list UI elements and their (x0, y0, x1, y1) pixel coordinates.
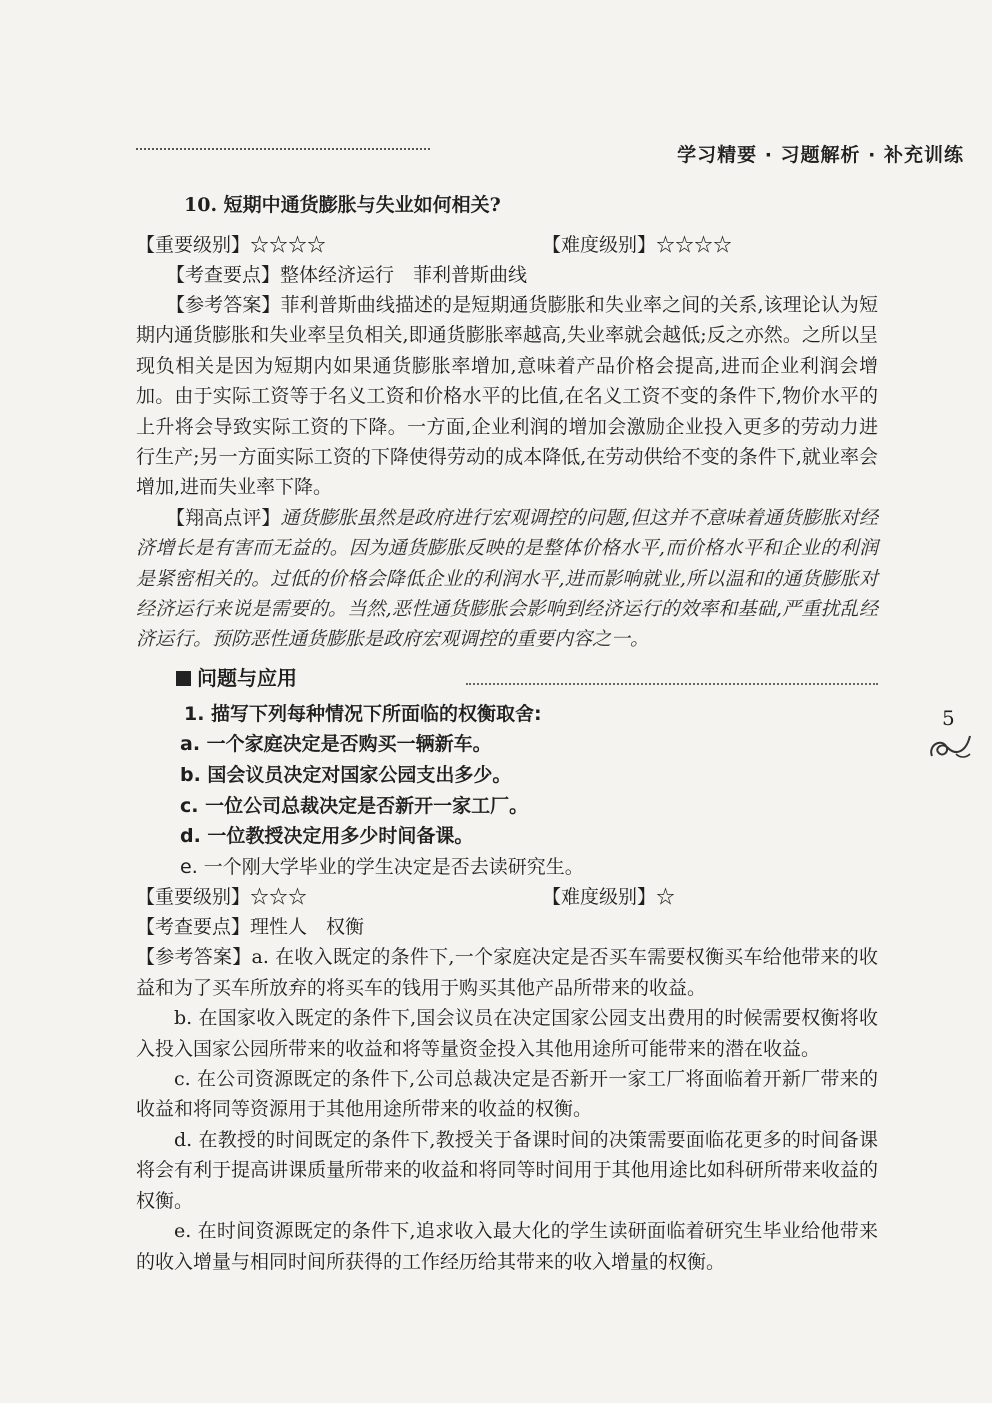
question-1-answer-b: b. 在国家收入既定的条件下,国会议员在决定国家公园支出费用的时候需要权衡将收入投入国家公园所带来的收益和将等量资金投入其他用途所可能带来的潜在收益。 (136, 1007, 878, 1060)
points-value: 理性人 权衡 (250, 916, 365, 939)
page-content (136, 190, 878, 1277)
answer-label: 【参考答案】 (136, 946, 252, 969)
question-1-item-b: b. 国会议员决定对国家公园支出多少。 (180, 764, 512, 787)
question-10-points (166, 260, 878, 290)
points-label: 【考查要点】 (166, 264, 281, 286)
answer-label: 【参考答案】 (166, 294, 281, 316)
page-number: 5 (942, 706, 955, 730)
question-1-item-a: a. 一个家庭决定是否购买一辆新车。 (180, 733, 492, 756)
importance-stars: ☆☆☆ (250, 886, 308, 909)
section-square-icon (176, 671, 191, 686)
question-10-answer (136, 290, 878, 503)
points-value: 整体经济运行 菲利普斯曲线 (280, 264, 528, 286)
answer-a-text: a. 在收入既定的条件下,一个家庭决定是否买车需要权衡买车给他带来的收益和为了买车所放弃的将买车的钱用于购买其他产品所带来的收益。 (136, 946, 878, 999)
difficulty-stars: ☆☆☆☆ (656, 234, 733, 256)
question-1-answer-e: e. 在时间资源既定的条件下,追求收入最大化的学生读研面临着研究生毕业给他带来的收入增量与相同时间所获得的工作经历给其带来的收入增量的权衡。 (136, 1220, 878, 1273)
question-1-item-e: e. 一个刚大学毕业的学生决定是否去读研究生。 (180, 855, 584, 878)
difficulty-label: 【难度级别】 (542, 234, 657, 256)
section-title: 问题与应用 (197, 665, 297, 690)
section-header (136, 661, 878, 695)
comment-label: 【翔高点评】 (166, 506, 281, 529)
question-1-item-d: d. 一位教授决定用多少时间备课。 (180, 825, 474, 848)
header-dotted-rule (136, 148, 430, 150)
answer-text: 菲利普斯曲线描述的是短期通货膨胀和失业率之间的关系,该理论认为短期内通货膨胀和失业率呈负相关,即通货膨胀率越高,失业率就会越低;反之亦然。之所以呈现负相关是因为短期内如果通货膨胀率增加,意味着产品价格会提高,进而企业利润会增加。由于实际工资等于名义工资和价格水平的比值,在名义工资不变的条件下,物价水平的上升将会导致实际工资的下降。一方面,企业利润的增加会激励企业投入更多的劳动力进行生产;另一方面实际工资的下降使得劳动的成本降低,在劳动供给不变的条件下,就业率会增加,进而失业率下降。 (136, 294, 878, 499)
page-ornament-icon (926, 728, 976, 764)
question-1-answer-a (136, 942, 878, 1003)
question-1-levels (136, 882, 878, 912)
question-10-title: 10. 短期中通货膨胀与失业如何相关? (184, 194, 501, 216)
running-header: 学习精要 · 习题解析 · 补充训练 (677, 144, 964, 166)
importance-stars: ☆☆☆☆ (250, 234, 327, 256)
question-1-title: 1. 描写下列每种情况下所面临的权衡取舍: (184, 702, 542, 725)
difficulty-label: 【难度级别】 (542, 886, 657, 909)
question-1-item-c: c. 一位公司总裁决定是否新开一家工厂。 (180, 794, 529, 817)
section-title-row (176, 661, 878, 695)
comment-text: 通货膨胀虽然是政府进行宏观调控的问题,但这并不意味着通货膨胀对经济增长是有害而无益的。因为通货膨胀反映的是整体价格水平,而价格水平和企业的利润是紧密相关的。过低的价格会降低企业的利润水平,进而影响就业,所以温和的通货膨胀对经济运行来说是需要的。当然,恶性通货膨胀会影响到经济运行的效率和基础,严重扰乱经济运行。预防恶性通货膨胀是政府宏观调控的重要内容之一。 (136, 506, 878, 651)
importance-label: 【重要级别】 (136, 234, 251, 256)
question-10-comment (136, 503, 878, 655)
question-1-answer-c: c. 在公司资源既定的条件下,公司总裁决定是否新开一家工厂将面临着开新厂带来的收益和将同等资源用于其他用途所带来的收益的权衡。 (136, 1068, 878, 1121)
importance-label: 【重要级别】 (136, 886, 251, 909)
section-dotted-rule (466, 683, 878, 685)
question-1-answer-d: d. 在教授的时间既定的条件下,教授关于备课时间的决策需要面临花更多的时间备课将会有利于提高讲课质量所带来的收益和将同等时间用于其他用途比如科研所带来收益的权衡。 (136, 1128, 878, 1212)
difficulty-stars: ☆ (656, 886, 676, 909)
question-10-levels (136, 230, 878, 260)
points-label: 【考查要点】 (136, 916, 251, 939)
question-1-points (136, 912, 878, 942)
